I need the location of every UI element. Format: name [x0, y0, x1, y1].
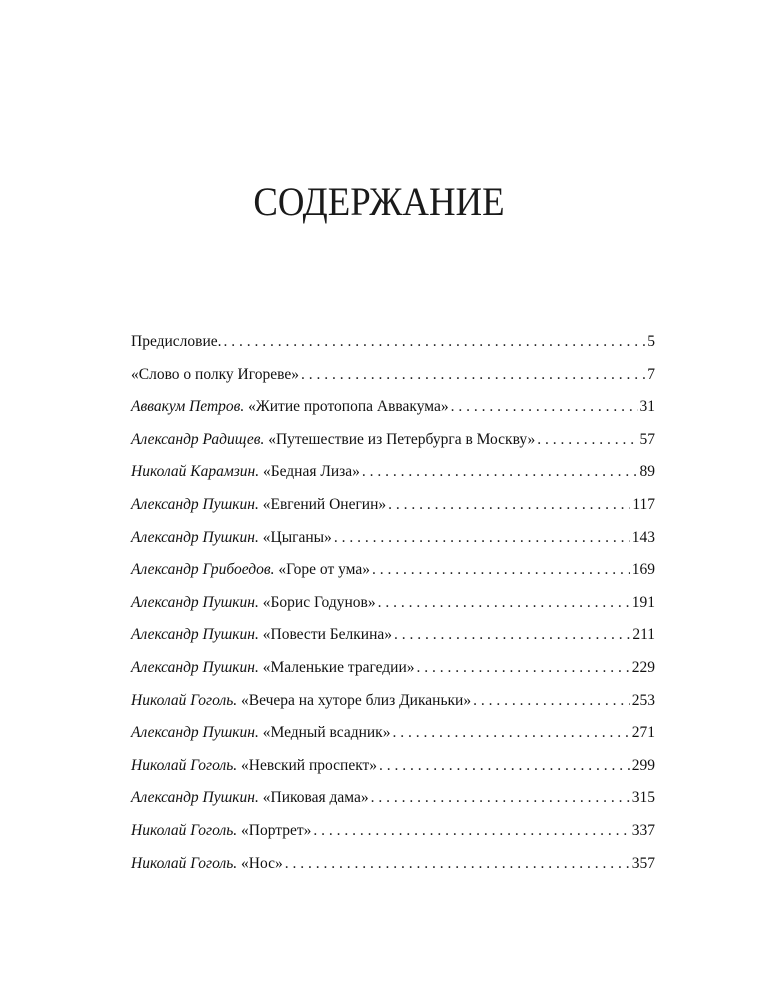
entry-work-title: «Цыганы»	[262, 528, 332, 546]
dot-leader	[417, 655, 630, 681]
toc-entry[interactable]	[131, 655, 655, 688]
toc-entry[interactable]	[131, 818, 655, 851]
entry-text	[131, 720, 390, 746]
dot-leader	[388, 492, 630, 518]
entry-page-number: 253	[631, 691, 655, 709]
entry-text	[131, 427, 535, 453]
entry-page-number: 143	[631, 528, 655, 546]
entry-author: Николай Гоголь.	[131, 854, 238, 872]
dot-leader	[362, 459, 638, 485]
toc-entry[interactable]	[131, 851, 655, 884]
toc-entry[interactable]	[131, 525, 655, 558]
dot-leader	[372, 557, 630, 583]
toc-entry[interactable]	[131, 753, 655, 786]
entry-work-title: «Вечера на хуторе близ Диканьки»	[241, 691, 472, 709]
entry-page-number: 211	[632, 626, 655, 644]
toc-entry[interactable]	[131, 362, 655, 395]
entry-text	[131, 590, 376, 616]
entry-text	[131, 557, 370, 583]
entry-work-title: «Невский проспект»	[241, 756, 378, 774]
dot-leader	[394, 622, 630, 648]
entry-text	[131, 459, 360, 485]
entry-work-title: «Нос»	[241, 854, 283, 872]
entry-author: Александр Пушкин.	[131, 495, 259, 513]
dot-leader	[451, 394, 638, 420]
entry-author: Аввакум Петров.	[131, 398, 245, 416]
toc-entry[interactable]	[131, 688, 655, 721]
entry-page-number: 7	[647, 365, 655, 383]
toc-entry[interactable]	[131, 557, 655, 590]
entry-author: Александр Пушкин.	[131, 724, 259, 742]
entry-author: Николай Карамзин.	[131, 463, 260, 481]
entry-page-number: 89	[639, 463, 655, 481]
entry-page-number: 5	[647, 333, 655, 350]
dot-leader	[379, 753, 630, 779]
entry-author: Александр Пушкин.	[131, 658, 259, 676]
entry-work-title: «Маленькие трагедии»	[262, 658, 415, 676]
entry-page-number: 169	[631, 561, 655, 579]
entry-author: Николай Гоголь.	[131, 821, 238, 839]
dot-leader	[392, 720, 629, 746]
entry-author: Александр Пушкин.	[131, 593, 259, 611]
entry-text	[131, 688, 471, 714]
entry-work-title: «Житие протопопа Аввакума»	[248, 398, 449, 416]
dot-leader	[224, 329, 646, 355]
entry-author: Николай Гоголь.	[131, 756, 238, 774]
entry-page-number: 57	[639, 430, 655, 448]
entry-page-number: 31	[639, 398, 655, 416]
entry-author: Николай Гоголь.	[131, 691, 238, 709]
page-title: СОДЕРЖАНИЕ	[253, 179, 505, 224]
entry-page-number: 191	[631, 593, 655, 611]
toc-entry[interactable]	[131, 329, 655, 362]
dot-leader	[371, 785, 630, 811]
entry-author: Александр Пушкин.	[131, 626, 259, 644]
dot-leader	[334, 525, 630, 551]
entry-work-title: «Евгений Онегин»	[262, 495, 387, 513]
entry-text	[131, 622, 392, 648]
entry-text	[131, 362, 299, 388]
entry-text	[131, 753, 377, 779]
toc-entry[interactable]	[131, 622, 655, 655]
toc-entry[interactable]	[131, 459, 655, 492]
entry-page-number: 357	[631, 854, 655, 872]
entry-page-number: 229	[631, 658, 655, 676]
dot-leader	[537, 427, 637, 453]
toc-entry[interactable]	[131, 590, 655, 623]
table-of-contents	[131, 329, 655, 883]
entry-page-number: 299	[631, 756, 655, 774]
dot-leader	[313, 818, 629, 844]
dot-leader	[378, 590, 630, 616]
entry-work-title: «Горе от ума»	[278, 561, 371, 579]
dot-leader	[285, 851, 630, 877]
toc-entry[interactable]	[131, 427, 655, 460]
entry-work-title: «Пиковая дама»	[262, 789, 369, 807]
entry-work-title: «Портрет»	[241, 821, 312, 839]
entry-page-number: 337	[631, 821, 655, 839]
entry-text	[131, 492, 386, 518]
entry-author: Александр Грибоедов.	[131, 561, 275, 579]
entry-work-title: «Путешествие из Петербурга в Москву»	[268, 430, 536, 448]
entry-work-title: «Борис Годунов»	[262, 593, 376, 611]
entry-work-title: «Слово о полку Игореве»	[131, 365, 299, 383]
entry-page-number: 117	[632, 495, 655, 513]
entry-page-number: 271	[631, 724, 655, 742]
entry-page-number: 315	[631, 789, 655, 807]
entry-work-title: «Медный всадник»	[262, 724, 391, 742]
toc-entry[interactable]	[131, 720, 655, 753]
entry-work-title: «Бедная Лиза»	[262, 463, 360, 481]
entry-text	[131, 329, 222, 355]
dot-leader	[301, 362, 645, 388]
entry-text	[131, 851, 283, 877]
entry-text	[131, 394, 449, 420]
entry-work-title: «Повести Белкина»	[262, 626, 393, 644]
entry-text	[131, 525, 332, 551]
entry-text	[131, 785, 369, 811]
entry-author: Александр Пушкин.	[131, 789, 259, 807]
entry-work-title: Предисловие.	[131, 333, 222, 350]
entry-text	[131, 818, 311, 844]
dot-leader	[473, 688, 630, 714]
toc-entry[interactable]	[131, 785, 655, 818]
entry-author: Александр Пушкин.	[131, 528, 259, 546]
toc-entry[interactable]	[131, 394, 655, 427]
entry-text	[131, 655, 415, 681]
entry-author: Александр Радищев.	[131, 430, 265, 448]
toc-entry[interactable]	[131, 492, 655, 525]
